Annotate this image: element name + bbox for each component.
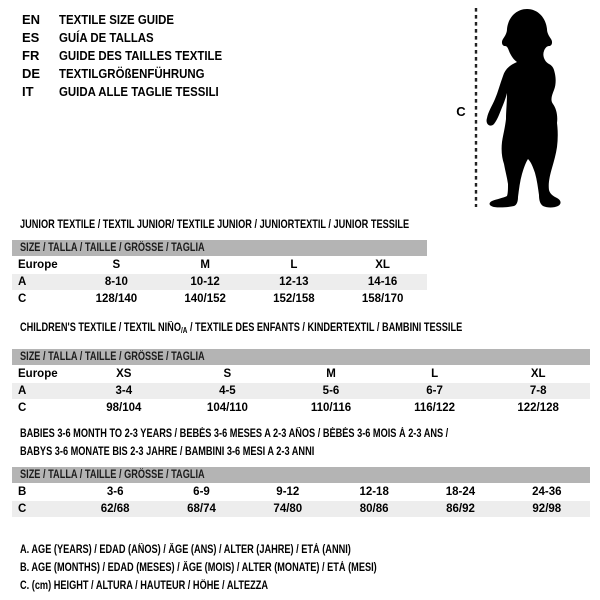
table-cell: 3-6 — [106, 486, 124, 498]
table-cell: 158/170 — [361, 293, 404, 305]
table-cell: 9-12 — [276, 486, 300, 498]
table-cell: 14-16 — [367, 276, 398, 288]
table-row-age — [12, 274, 427, 290]
table-cell: 8-10 — [104, 276, 128, 288]
table-cell: 4-5 — [219, 385, 236, 397]
footnote-legend — [20, 541, 466, 595]
table-cell: 3-4 — [115, 385, 133, 397]
table-cell: XL — [375, 259, 390, 271]
table-cell: 62/68 — [100, 503, 130, 515]
babies-textile-section — [12, 428, 590, 518]
table-cell: 7-8 — [529, 385, 547, 397]
table-cell: 12-13 — [279, 276, 309, 288]
children-title-pre: CHILDREN'S TEXTILE / TEXTIL NIÑO — [20, 322, 181, 334]
table-cell: 6-7 — [426, 385, 443, 397]
table-cell: 152/158 — [273, 293, 315, 305]
lang-code: FR — [22, 48, 40, 63]
junior-textile-section — [12, 219, 427, 308]
lang-row-en — [22, 11, 244, 29]
row-label: C — [18, 293, 27, 305]
row-label: Europe — [18, 259, 58, 271]
table-cell: XL — [530, 368, 546, 380]
row-label: A — [18, 385, 27, 397]
lang-row-es — [22, 29, 244, 47]
table-cell: 110/116 — [310, 402, 352, 414]
table-row-sizes — [12, 366, 590, 382]
row-label: Europe — [18, 368, 58, 380]
table-cell: 5-6 — [322, 385, 340, 397]
baby-silhouette-icon — [450, 0, 600, 215]
lang-title: GUIDE DES TAILLES TEXTILE — [59, 48, 223, 63]
table-cell: 86/92 — [446, 503, 475, 515]
table-cell: 122/128 — [517, 402, 559, 414]
lang-code: EN — [22, 12, 41, 27]
footnote-b: B. AGE (MONTHS) / EDAD (MESES) / ÂGE (MOIS) / ALTER (MONATE) / ETÀ (MESI) — [20, 562, 377, 574]
table-cell: 6-9 — [193, 486, 210, 498]
table-row-sizes — [12, 257, 427, 273]
junior-table-title: JUNIOR TEXTILE / TEXTIL JUNIOR/ TEXTILE JUNIOR / JUNIORTEXTIL / JUNIOR TESSILE — [20, 219, 410, 231]
table-cell: 98/104 — [106, 402, 142, 414]
table-cell: 12-18 — [359, 486, 389, 498]
children-title-sub: /A — [180, 326, 188, 335]
table-cell: M — [326, 368, 336, 380]
baby-silhouette-shape — [487, 9, 561, 208]
table-cell: 68/74 — [187, 503, 216, 515]
table-row-age — [12, 383, 590, 399]
lang-code: IT — [22, 84, 34, 99]
table-cell: 24-36 — [532, 486, 562, 498]
table-cell: 92/98 — [532, 503, 562, 515]
lang-code: ES — [22, 30, 40, 45]
lang-title: GUIDA ALLE TAGLIE TESSILI — [59, 84, 219, 99]
table-row-height — [12, 291, 427, 307]
table-cell: M — [200, 259, 210, 271]
table-cell: 74/80 — [273, 503, 303, 515]
table-cell: S — [223, 368, 232, 380]
babies-table-title-line1: BABIES 3-6 MONTH TO 2-3 YEARS / BEBÉS 3-6 MESES A 2-3 AÑOS / BÉBÉS 3-6 MOIS À 2-3 ANS / — [20, 428, 449, 440]
footnote-a: A. AGE (YEARS) / EDAD (AÑOS) / ÂGE (ANS) / ALTER (JAHRE) / ETÀ (ANNI) — [20, 544, 351, 556]
size-header-bar: SIZE / TALLA / TAILLE / GRÖSSE / TAGLIA — [20, 242, 205, 254]
table-cell: 140/152 — [184, 293, 226, 305]
children-textile-section — [12, 322, 590, 417]
size-header-bar: SIZE / TALLA / TAILLE / GRÖSSE / TAGLIA — [20, 351, 205, 363]
language-legend — [22, 11, 244, 101]
lang-row-it — [22, 83, 244, 101]
lang-title: TEXTILE SIZE GUIDE — [59, 12, 175, 27]
table-cell: 18-24 — [445, 486, 476, 498]
row-label: C — [18, 402, 27, 414]
row-label: A — [18, 276, 27, 288]
table-cell: 128/140 — [95, 293, 138, 305]
table-cell: S — [112, 259, 121, 271]
lang-row-fr — [22, 47, 244, 65]
footnote-c: C. (cm) HEIGHT / ALTURA / HAUTEUR / HÖHE / ALTEZZA — [20, 580, 269, 592]
table-cell: 116/122 — [414, 402, 456, 414]
lang-title: GUÍA DE TALLAS — [59, 30, 154, 45]
table-cell: XS — [116, 368, 132, 380]
table-row-months — [12, 484, 590, 500]
children-title-post: / TEXTILE DES ENFANTS / KINDERTEXTIL / BAMBINI TESSILE — [187, 322, 463, 334]
babies-table-title-line2: BABYS 3-6 MONATE BIS 2-3 JAHRE / BAMBINI 3-6 MESI A 2-3 ANNI — [20, 446, 315, 458]
measure-label-c: C — [456, 104, 466, 119]
lang-title: TEXTILGRÖßENFÜHRUNG — [59, 66, 205, 81]
children-table-title — [20, 322, 462, 337]
table-cell: L — [290, 259, 298, 271]
row-label: C — [18, 503, 27, 515]
table-cell: 104/110 — [206, 402, 248, 414]
table-row-height — [12, 400, 590, 416]
table-cell: 10-12 — [190, 276, 220, 288]
lang-code: DE — [22, 66, 41, 81]
table-cell: 80/86 — [359, 503, 389, 515]
table-cell: L — [431, 368, 439, 380]
table-row-height — [12, 501, 590, 517]
lang-row-de — [22, 65, 244, 83]
row-label: B — [18, 486, 27, 498]
size-header-bar: SIZE / TALLA / TAILLE / GRÖSSE / TAGLIA — [20, 469, 205, 481]
